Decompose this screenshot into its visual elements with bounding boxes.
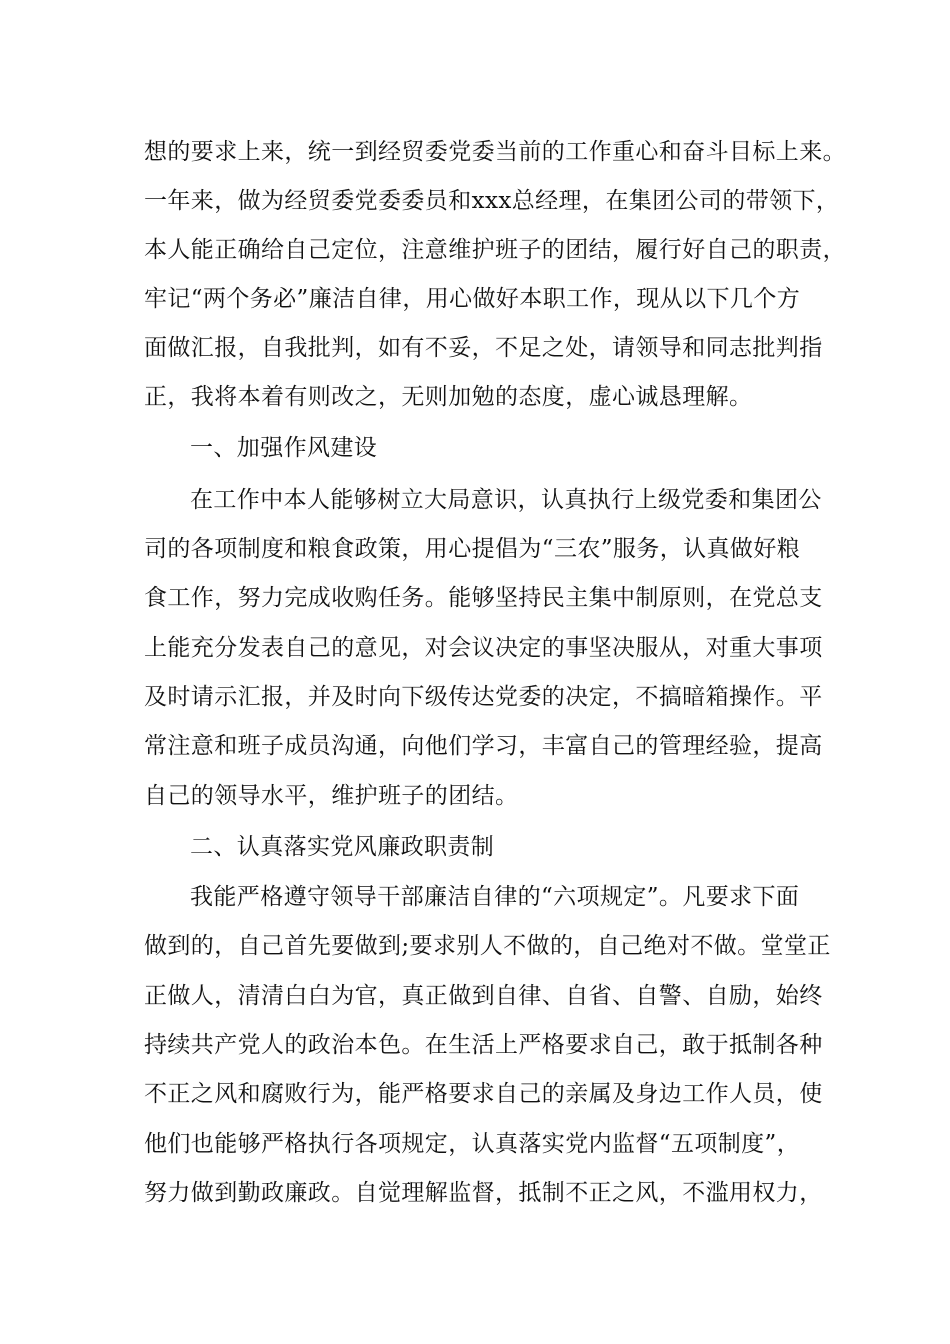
text-line-22: 努力做到勤政廉政。自觉理解监督，抵制不正之风，不滥用权力， — [144, 1180, 823, 1206]
text-line-5: 面做汇报，自我批判，如有不妥，不足之处，请领导和同志批判指 — [144, 335, 823, 361]
text-line-14: 自己的领导水平，维护班子的团结。 — [144, 783, 519, 809]
text-line-4: 牢记“两个务必”廉洁自律，用心做好本职工作，现从以下几个方 — [144, 286, 801, 312]
text-line-13: 常注意和班子成员沟通，向他们学习，丰富自己的管理经验，提高 — [144, 733, 823, 759]
text-line-21: 他们也能够严格执行各项规定，认真落实党内监督“五项制度”， — [144, 1131, 801, 1157]
text-line-16: 我能严格遵守领导干部廉洁自律的“六项规定”。凡要求下面 — [190, 884, 800, 910]
text-line-20: 不正之风和腐败行为，能严格要求自己的亲属及身边工作人员，使 — [144, 1081, 823, 1107]
text-line-6: 正，我将本着有则改之，无则加勉的态度，虚心诚恳理解。 — [144, 384, 753, 410]
text-line-17: 做到的，自己首先要做到;要求别人不做的，自己绝对不做。堂堂正 — [144, 933, 831, 959]
text-line-11: 上能充分发表自己的意见，对会议决定的事坚决服从，对重大事项 — [144, 635, 823, 661]
text-line-10: 食工作，努力完成收购任务。能够坚持民主集中制原则，在党总支 — [144, 585, 823, 611]
text-line-18: 正做人，清清白白为官，真正做到自律、自省、自警、自励，始终 — [144, 983, 823, 1009]
text-line-12: 及时请示汇报，并及时向下级传达党委的决定，不搞暗箱操作。平 — [144, 684, 823, 710]
section-heading-2: 二、认真落实党风廉政职责制 — [190, 834, 495, 860]
text-line-3: 本人能正确给自己定位，注意维护班子的团结，履行好自己的职责， — [144, 237, 846, 263]
text-line-9: 司的各项制度和粮食政策，用心提倡为“三农”服务，认真做好粮 — [144, 536, 801, 562]
section-heading-1: 一、加强作风建设 — [190, 435, 378, 461]
text-line-2: 一年来，做为经贸委党委委员和xxx总经理，在集团公司的带领下， — [144, 188, 840, 214]
text-line-8: 在工作中本人能够树立大局意识，认真执行上级党委和集团公 — [190, 487, 822, 513]
text-line-1: 想的要求上来，统一到经贸委党委当前的工作重心和奋斗目标上来。 — [144, 139, 846, 165]
text-line-19: 持续共产党人的政治本色。在生活上严格要求自己，敢于抵制各种 — [144, 1032, 823, 1058]
